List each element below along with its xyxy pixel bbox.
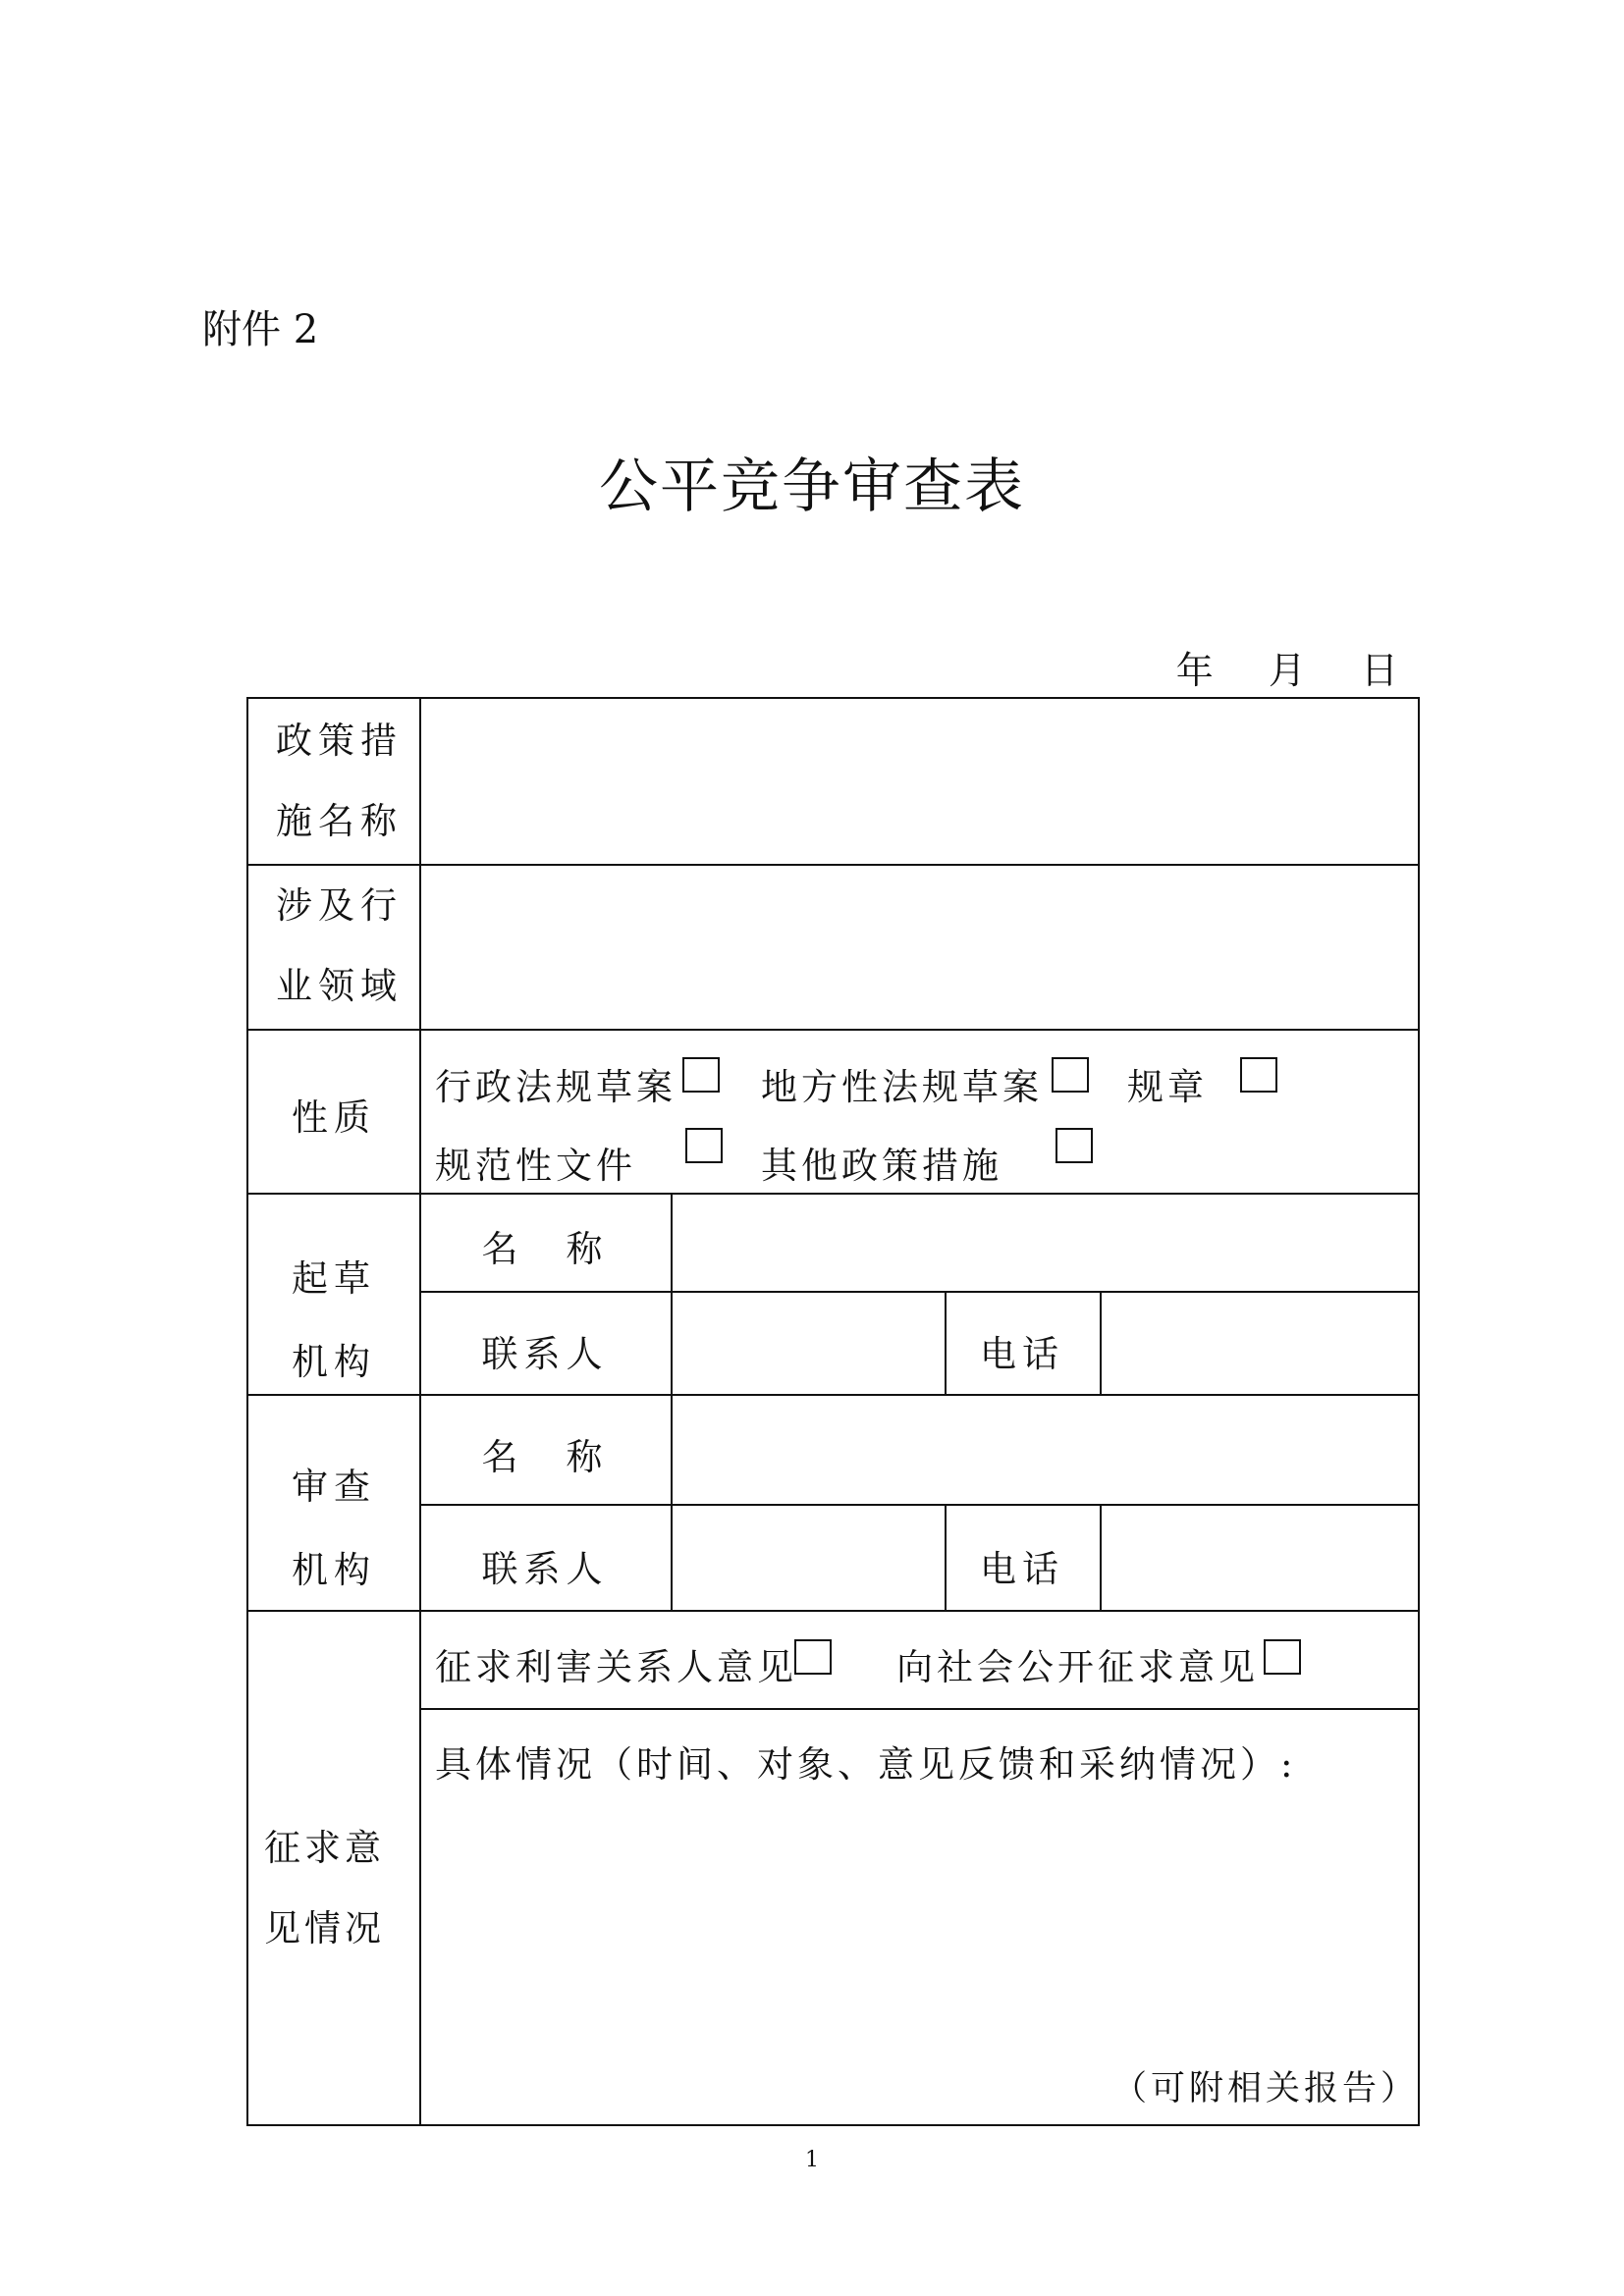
review-form-table bbox=[246, 697, 1420, 2126]
col-divider bbox=[671, 1193, 673, 1394]
checkbox-admin-reg[interactable] bbox=[682, 1057, 720, 1093]
date-year: 年 bbox=[1175, 649, 1216, 692]
drafting-org-label: 起草 机构 bbox=[292, 1257, 376, 1383]
policy-name-label: 政策措 施名称 bbox=[276, 720, 403, 842]
col-divider bbox=[1100, 1504, 1102, 1610]
details-label: 具体情况（时间、对象、意见反馈和采纳情况）: bbox=[435, 1743, 1297, 1786]
row-divider bbox=[248, 1394, 1418, 1396]
row-divider bbox=[419, 1504, 1418, 1506]
date-line bbox=[1176, 640, 1400, 694]
drafting-contact-label: 联系人 bbox=[481, 1333, 609, 1375]
drafting-phone-field[interactable] bbox=[1104, 1295, 1417, 1392]
review-org-label: 审查 机构 bbox=[292, 1466, 376, 1591]
drafting-contact-field[interactable] bbox=[675, 1295, 943, 1392]
row-divider bbox=[419, 1291, 1418, 1293]
review-name-label: 名 称 bbox=[481, 1436, 609, 1478]
option-other-policy-label: 其他政策措施 bbox=[761, 1145, 1002, 1187]
option-public-label: 向社会公开征求意见 bbox=[896, 1646, 1259, 1688]
policy-name-field[interactable] bbox=[423, 701, 1417, 862]
page-title: 公平竞争审查表 bbox=[599, 453, 1025, 521]
row-divider bbox=[248, 1610, 1418, 1612]
drafting-name-field[interactable] bbox=[675, 1197, 1417, 1289]
col-divider bbox=[671, 1394, 673, 1610]
checkbox-rules[interactable] bbox=[1240, 1057, 1277, 1093]
review-contact-label: 联系人 bbox=[481, 1548, 609, 1590]
checkbox-public[interactable] bbox=[1264, 1639, 1301, 1675]
details-field[interactable] bbox=[423, 1789, 1417, 2054]
review-phone-field[interactable] bbox=[1104, 1508, 1417, 1608]
option-stakeholders-label: 征求利害关系人意见 bbox=[435, 1646, 797, 1688]
date-month: 月 bbox=[1268, 649, 1308, 692]
attach-report-note: （可附相关报告） bbox=[1112, 2069, 1420, 2109]
checkbox-stakeholders[interactable] bbox=[794, 1639, 832, 1675]
row-divider bbox=[248, 1193, 1418, 1195]
option-local-reg-label: 地方性法规草案 bbox=[761, 1066, 1043, 1108]
industry-field[interactable] bbox=[423, 866, 1417, 1027]
review-phone-label: 电话 bbox=[980, 1548, 1064, 1590]
nature-label: 性质 bbox=[292, 1096, 376, 1139]
option-normative-doc-label: 规范性文件 bbox=[435, 1145, 636, 1187]
review-contact-field[interactable] bbox=[675, 1508, 943, 1608]
col-divider bbox=[419, 699, 421, 2124]
checkbox-normative-doc[interactable] bbox=[685, 1128, 723, 1163]
industry-label: 涉及行 业领域 bbox=[276, 884, 403, 1007]
option-rules-label: 规章 bbox=[1127, 1066, 1208, 1108]
drafting-name-label: 名 称 bbox=[481, 1228, 609, 1270]
checkbox-local-reg[interactable] bbox=[1052, 1057, 1089, 1093]
page-number: 1 bbox=[805, 2148, 819, 2172]
row-divider bbox=[419, 1708, 1418, 1710]
date-day: 日 bbox=[1360, 649, 1400, 692]
option-admin-reg-label: 行政法规草案 bbox=[435, 1066, 677, 1108]
opinion-status-label: 征求意 见情况 bbox=[264, 1827, 385, 1949]
review-name-field[interactable] bbox=[675, 1398, 1417, 1502]
checkbox-other-policy[interactable] bbox=[1056, 1128, 1093, 1163]
attachment-label: 附件 2 bbox=[202, 307, 319, 352]
row-divider bbox=[248, 1029, 1418, 1031]
col-divider bbox=[1100, 1291, 1102, 1394]
drafting-phone-label: 电话 bbox=[980, 1333, 1064, 1375]
